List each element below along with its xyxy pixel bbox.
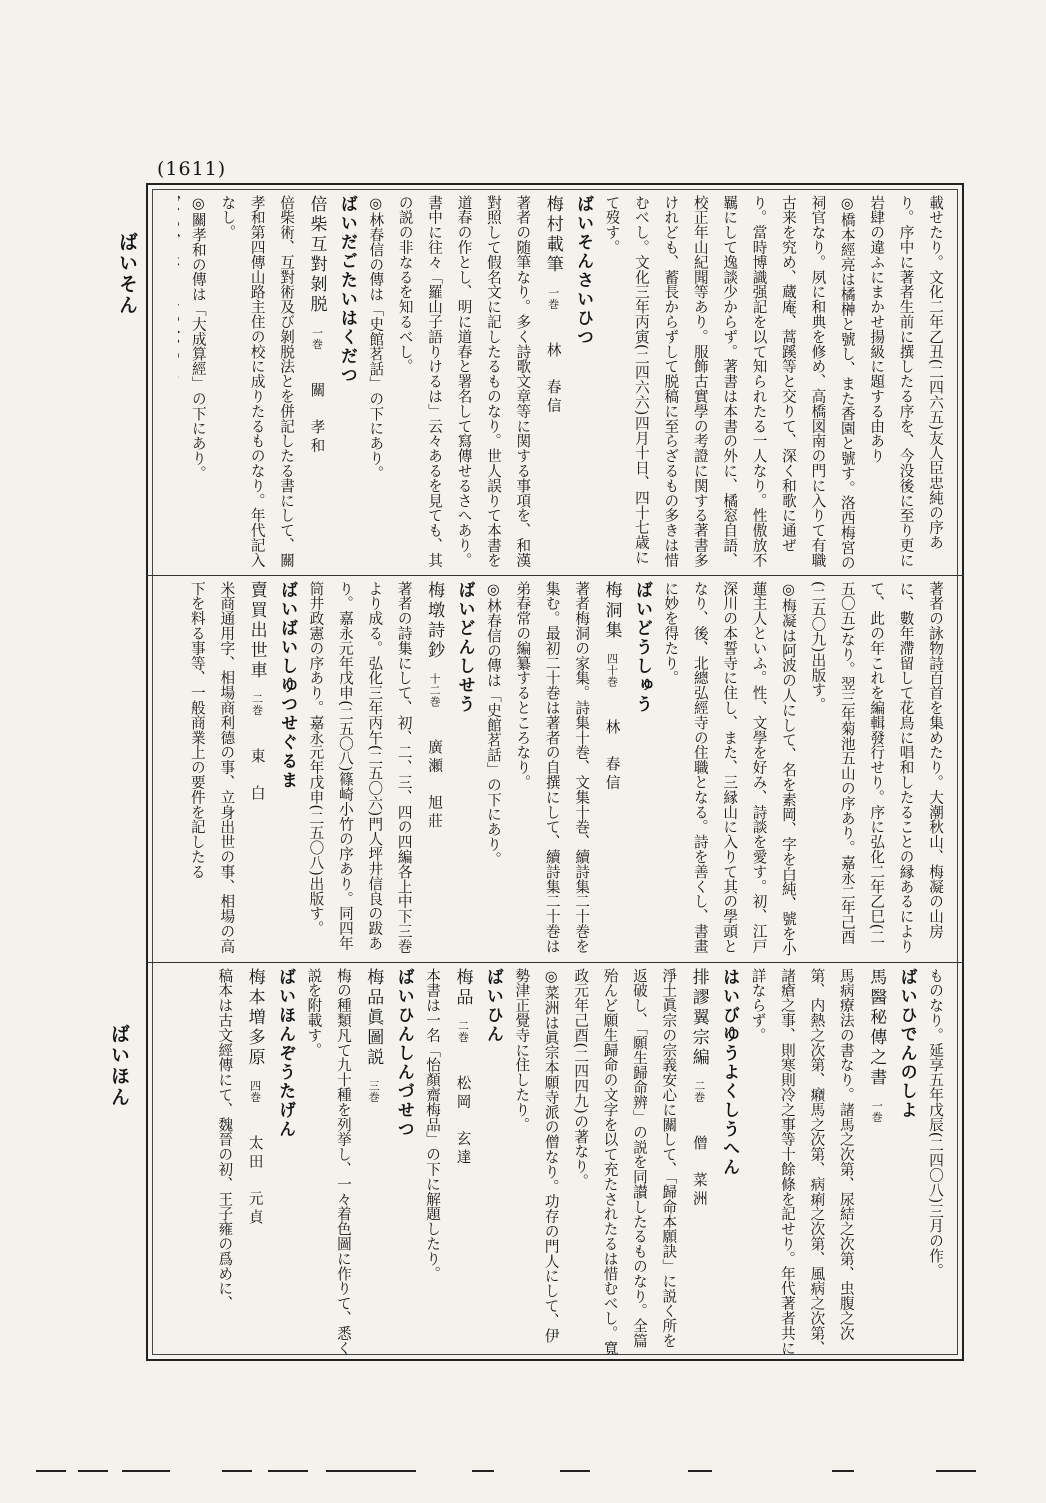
entry-reading: はいびゆうよくしうへん (719, 968, 740, 1177)
entry-paragraph: ものなり。延享五年戊辰(二四〇八)三月の作。 (927, 968, 944, 1278)
footer-rule (326, 1470, 416, 1472)
entry-paragraph: 米商通用字、相場商利德の事、立身出世の事、相場の高下を料る事等、一般商業上の要件を記したる (188, 581, 236, 954)
entry-title-line (683, 968, 713, 1356)
entry-body (301, 581, 419, 957)
entry-paragraph: 淨土眞宗の宗義安心に關して、「歸命本願訣」に説く所を返破し、「願生歸命辨」の説を同讃したるものなり。全篇殆んど願生歸命の文字を以て充たされたるは惜むべし。寬政元年己酉(二四四九)の著なり。 (572, 968, 678, 1356)
entry-paragraph: 馬病療法の書なり。諸馬之次第、尿結之次第、虫腹之次第、内熱之次第、癪馬之次第、病痢之次第、風病之次第、諸瘡之事、則寒則冷之事等十餘條を記せり。年代著者共に詳ならず。 (749, 968, 855, 1356)
entry-paragraph: 稿本は古文經傳にて、魏晉の初、王子雍の爲めに、 (216, 968, 234, 1311)
footer-rule (122, 1470, 170, 1472)
footer-rule (832, 1470, 854, 1472)
page-number: (1611) (157, 158, 227, 180)
entry-volumes: 二巻 (692, 1080, 706, 1103)
entry-body (507, 968, 683, 1356)
entry-volumes: 十二巻 (428, 673, 442, 707)
entry-reading: ばいどんしせう (454, 581, 475, 714)
entry-volumes: 一巻 (546, 287, 560, 310)
entry (743, 968, 920, 1356)
text-band-bottom (178, 968, 950, 1356)
band-divider (146, 575, 964, 576)
footer-rule (688, 1470, 712, 1472)
entry-reading: ばいひんしんづせつ (393, 968, 414, 1139)
entry-paragraph: 載せたり。文化二年乙丑(二四六五)友人臣忠純の序あり。序中に著者生前に撰したる序を、今没後に至り更に岩肆の違ふにまかせ揚級に題する由あり (868, 195, 944, 568)
entry-paragraph: 梅の種類凡て九十種を列挙し、一々着色圖に作りて、悉く説を附載す。 (305, 968, 352, 1356)
band-divider (146, 962, 964, 963)
entry-title-line (419, 581, 449, 957)
entry-volumes: 二巻 (250, 693, 264, 716)
entry-volumes: 一巻 (870, 1100, 884, 1123)
entry-title-line (447, 968, 477, 1356)
entry-paragraph: 著者の詩集にして、初、二、三、四の四編各上中下三巻より成る。弘化三年丙午(二五〇六)門人坪井信良の跋あり。嘉永元年戊申(二五〇八)篠崎小竹の序あり。同四年筒井政憲の序あり。嘉永元年戊申(二五〇八)出版す。 (307, 581, 413, 954)
entry (301, 581, 478, 957)
entry-paragraph: ◎林春信の傳は「史館茗話」の下にあり。 (484, 581, 502, 867)
entry-body (597, 195, 950, 570)
entry-reading: ばいひでんのしよ (896, 968, 917, 1120)
entry-title: 馬醫秘傳之書 (866, 968, 887, 1088)
entry-reading: ばいほんぞうたげん (275, 968, 296, 1139)
entry (597, 195, 950, 570)
entry-body (299, 968, 358, 1356)
footer-rule (472, 1470, 494, 1472)
entry (299, 968, 418, 1356)
entry-author: 僧 菜洲 (690, 1134, 708, 1210)
running-head-bottom: ばいほん (108, 1024, 130, 1108)
entry-author: 東 白 (248, 747, 266, 804)
entry-reading: ばいひん (482, 968, 503, 1044)
entry-title-line (358, 968, 388, 1356)
entry-body (361, 195, 537, 570)
entry-title: 倍柴互對剝脱 (306, 195, 327, 315)
entry-paragraph: ◎菜洲は眞宗本願寺派の僧なり。功存の門人にして、伊勢津正覺寺に住したり。 (513, 968, 560, 1343)
entry-title-line (241, 581, 271, 957)
entry-author: 廣瀬 旭莊 (426, 738, 444, 832)
entry-title: 梅村載筆 (542, 195, 563, 275)
entry-body (743, 968, 861, 1356)
entry-title: 排謬翼宗編 (688, 968, 709, 1068)
entry-title: 梅品 (452, 968, 473, 1008)
entry-body (182, 581, 241, 957)
entry-volumes: 一巻 (310, 327, 324, 350)
footer-rule (78, 1470, 108, 1472)
entry-author: 林 春信 (544, 341, 562, 417)
entry-volumes: 四十巻 (605, 653, 619, 687)
entry-paragraph: 本書は一名「怡顏齋梅品」の下に解題したり。 (424, 968, 442, 1281)
entry-volumes: 三巻 (367, 1080, 381, 1103)
entry-title-line (537, 195, 567, 570)
footer-rule (268, 1470, 308, 1472)
entry-author: 太田 元貞 (246, 1134, 264, 1228)
entry (178, 195, 183, 570)
entry-title: 賣買出世車 (246, 581, 267, 681)
text-band-middle (178, 581, 950, 957)
entry-paragraph: ◎林春信の傳は「史館茗話」の下にあり。 (367, 195, 385, 481)
entry (479, 581, 656, 957)
entry-body (921, 968, 950, 1356)
entry-paragraph: ◎梅凝は阿波の人にして、名を素岡、字を白純、號を小蓮主人といふ。性、文學を好み、詩談を愛す。初、江戸深川の本誓寺に住し、また、三縁山に入りて其の學頭となり、後、北總弘經寺の住職となる。詩を善くし、書畫に妙を得たり。 (662, 581, 797, 956)
entry-title-line (301, 195, 331, 570)
entry-reading: ばいだごたいはくだつ (336, 195, 357, 385)
entry-title: 梅品眞圖説 (363, 968, 384, 1068)
entry-reading: ばいそんさいひつ (573, 195, 594, 347)
entry-title-line (596, 581, 626, 957)
text-band-top (178, 195, 950, 570)
entry-paragraph: 倍柴術、互對術及び剝脱法とを併記したる書にして、關孝和第四傳山路主住の校に成りたるものなり。年代記入なし。 (219, 195, 296, 568)
entry-paragraph: 著者の詠物詩百首を集めたり。大潮秋山、梅凝の山房に、數年滯留して花鳥に唱和したることの縁あるによりて、此の年これを編輯發行せり。序に弘化二年乙巳(二五〇五)なり。翌三年菊池五山の序あり。嘉永二年己酉(二五〇九)出版す。 (809, 581, 944, 954)
entry-paragraph: 著者の随筆なり。多く詩歌文章等に関する事項を、和漢對照して假名文に記したるものなり。世人誤りて本書を道春の作とし、明に道春と署名して寫傳せるさへあり。書中に往々「羅山子語りけるは」云々あるを見ても、其の説の非なるを知るべし。 (396, 195, 532, 568)
entry-title-line (861, 968, 891, 1356)
entry-body (210, 968, 239, 1356)
entry (183, 195, 360, 570)
entry-reading: ばいどうしゅう (631, 581, 652, 714)
entry (418, 968, 507, 1356)
footer-rule (560, 1470, 590, 1472)
entry-author: 松岡 玄達 (454, 1074, 472, 1168)
entry (507, 968, 743, 1356)
entry (210, 968, 299, 1356)
entry (921, 968, 950, 1356)
entry-paragraph: ◎關孝和の傳は「大成算經」の下にあり。 (189, 195, 207, 481)
entry-paragraph: 著者梅洞の家集。詩集十巻、文集十巻、續詩集二十巻を集む。最初二十巻は著者の自撰にして、續詩集二十巻は弟春常の編纂するところなり。 (514, 581, 591, 954)
entry-author: 關 孝和 (308, 381, 326, 457)
entry-title: 梅本増多原 (244, 968, 265, 1068)
entry-reading (178, 195, 183, 570)
entry-title: 梅墩詩鈔 (424, 581, 445, 661)
entry-author: 林 春信 (603, 718, 621, 794)
entry-volumes: 四巻 (248, 1080, 262, 1103)
entry-body (183, 195, 301, 570)
entry-body (479, 581, 597, 957)
footer-rule (222, 1470, 252, 1472)
entry-volumes: 二巻 (456, 1020, 470, 1043)
entry-paragraph: ◎橋本經亮は橘榊と號し、また香園と號す。洛西梅宮の祠官なり。夙に和典を修め、高橋図南の門に入りて有職古来を究め、蔵庵、蒿蹊等と交りて、深く和歌に通ぜり。當時博識强記を以て知られたる一人なり。性傲放不羈にして逸談少からず。著書は本書の外に、橘窓自語、校正年山紀聞等あり。服飾古實學の考證に関する著書多けれども、蓄長からずして脱稿に至らざるもの多きは惜むべし。文化三年丙寅(二四六六)四月十日、四十七歳にて歿す。 (603, 195, 856, 570)
entry-title: 梅洞集 (601, 581, 622, 641)
footer-rule (36, 1470, 66, 1472)
entry-body (656, 581, 950, 957)
running-head-top: ばいそん (116, 232, 138, 316)
entry (361, 195, 597, 570)
entry-reading: ばいばいしゆつせぐるま (277, 581, 298, 790)
entry (182, 581, 301, 957)
entry-title-line (239, 968, 269, 1356)
footer-rule (936, 1470, 976, 1472)
entry (656, 581, 950, 957)
entry-body (418, 968, 447, 1356)
